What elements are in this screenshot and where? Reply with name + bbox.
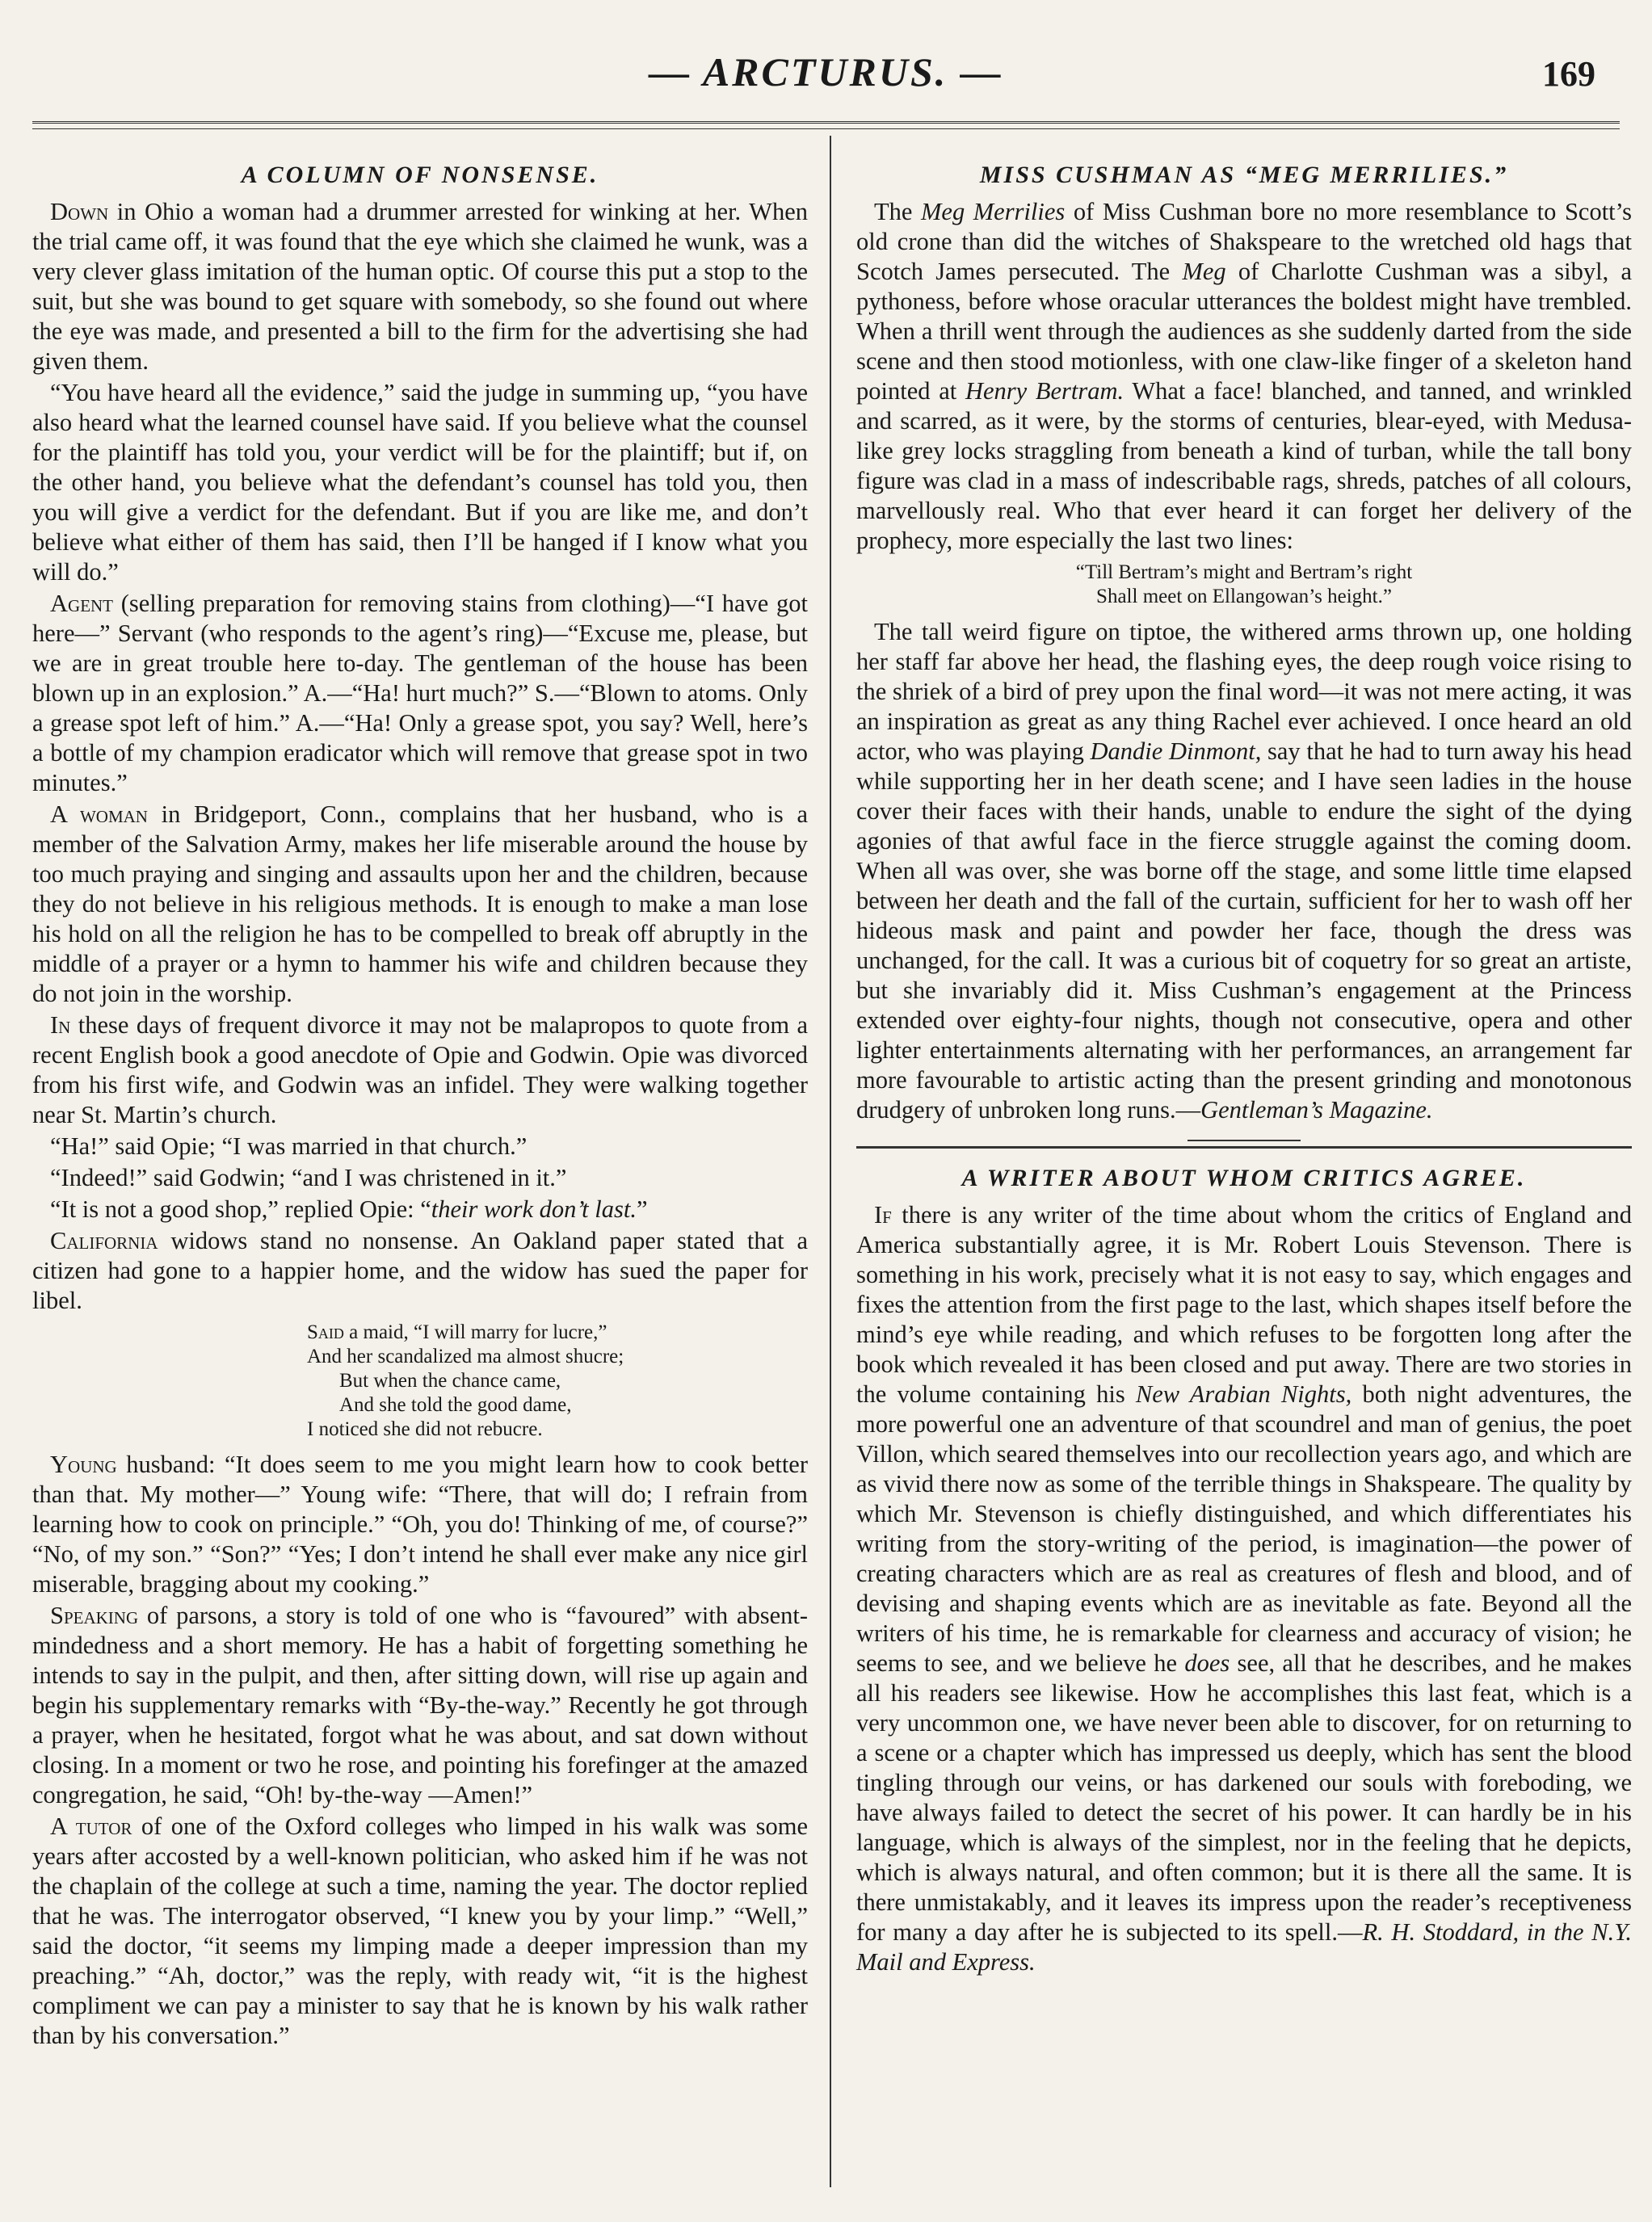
- paragraph-text-end: ”: [636, 1195, 648, 1223]
- italic-text: Henry Bertram.: [965, 377, 1124, 405]
- italic-text: does: [1184, 1649, 1230, 1677]
- paragraph-cushman-2: [856, 617, 1632, 1125]
- paragraph-agent: [32, 589, 808, 798]
- poem-line-text: a maid, “I will marry for lucre,”: [343, 1321, 607, 1343]
- source-attribution: R. H. Stoddard, in the N.Y. Mail and Express.: [856, 1918, 1633, 1976]
- paragraph-text: “Indeed!” said Godwin; “and I was christened in it.”: [50, 1164, 567, 1191]
- paragraph-opie-reply: [32, 1195, 808, 1224]
- poem-line: And she told the good dame,: [339, 1394, 572, 1416]
- paragraph-young-husband: [32, 1450, 808, 1599]
- lead-word: Agent: [50, 590, 114, 617]
- paragraph-parsons: [32, 1601, 808, 1810]
- paragraph-text: there is any writer of the time about whom the critics of England and America substantially agree, it is Mr. Robert Louis Stevenson. There is something in his work, precisely what it is not easy to say, which engages and fixes the attention from the first page to the last, which shapes itself before the mind’s eye while reading, and which refuses to be forgotten long after the book which revealed it has been closed and put away. There are two stories in the volume containing his: [856, 1201, 1632, 1408]
- paragraph-text: of Charlotte Cushman was a sibyl, a pythoness, before whose oracular utterances the boldest might have trembled. When a thrill went through the audiences as she suddenly darted from the side scene and then stood motionless, with one claw-like finger of a skeleton hand pointed at: [856, 258, 1632, 405]
- paragraph-text: “It is not a good shop,” replied Opie: “: [50, 1195, 431, 1223]
- paragraph-godwin-quote: [32, 1163, 808, 1193]
- paragraph-text: What a face! blanched, and tanned, and wrinkled and scarred, as it were, by the storms of centuries, blear-eyed, with Medusa-like grey locks straggling from beneath a kind of turban, while the tall bony figure was clad in a mass of indescribable rags, shreds, patches of all colours, marvellously real. Who that ever heard it can forget her delivery of the prophecy, more especially the last two lines:: [856, 377, 1632, 554]
- paragraph-text: both night adventures, the more powerful one an adventure of that scoundrel and man of genius, the poet Villon, which seared themselves into our recollection years ago, and which are as vivid there now as some of the terrible things in Shakspeare. The quality by which Mr. Stevenson is chiefly distinguished, and which differentiates his writing from the story-writing of the period, is imagination—the power of creating characters which are as real as creatures of flesh and blood, and of devising and shaping events which are as inevitable as fate. Beyond all the writers of his time, he is remarkable for clearness and accuracy of vision; he seems to see, and we believe he: [856, 1380, 1632, 1677]
- italic-text: Dandie Dinmont,: [1090, 737, 1262, 765]
- paragraph-stevenson: [856, 1200, 1632, 1977]
- section-divider: [856, 1146, 1632, 1149]
- page-number: 169: [1542, 54, 1595, 94]
- paragraph-text: “You have heard all the evidence,” said the judge in summing up, “you have also heard what the learned counsel have said. If you believe what the counsel for the plaintiff has told you, your verdict will be for the plaintiff; but if, on the other hand, you believe what the defendant’s counsel has told you, then you will give a verdict for the defendant. But if you are like me, and don’t believe what either of them has said, then I’ll be hanged if I know what you will do.”: [32, 379, 808, 586]
- right-column: [856, 145, 1632, 1979]
- paragraph-text: of Miss Cushman bore no more resemblance to Scott’s old crone than did the witches of Shakspeare to the wretched old hags that Scotch James persecuted. The: [856, 198, 1632, 285]
- italic-text: Meg: [1182, 258, 1226, 285]
- paragraph-text: see, all that he describes, and he makes all his readers see likewise. How he accomplishes this last feat, which is a very uncommon one, we have never been able to discover, for on returning to a scene or a chapter which has impressed us deeply, which has sent the blood tingling through our veins, or has darkened our souls with foreboding, we have always failed to detect the secret of his power. It can hardly be in his language, which is always of the simplest, nor in the feeling that he depicts, which is always natural, and often common; but it is there all the same. It is there unmistakably, and it leaves its impress upon the reader’s receptiveness for many a day after he is subjected to its spell.—: [856, 1649, 1633, 1946]
- lead-word: Young: [50, 1451, 117, 1478]
- italic-text: their work don’t last.: [431, 1195, 637, 1223]
- paragraph-text: widows stand no nonsense. An Oakland paper stated that a citizen had gone to a happier home, and the widow has sued the paper for libel.: [32, 1227, 808, 1314]
- lead-word: In: [50, 1011, 71, 1039]
- paragraph-text: The: [874, 198, 921, 225]
- italic-text: Meg Merrilies: [921, 198, 1066, 225]
- poem-line: [307, 1321, 808, 1345]
- source-attribution: Gentleman’s Magazine.: [1200, 1096, 1433, 1124]
- paragraph-text: The tall weird figure on tiptoe, the withered arms thrown up, one holding her staff far above her head, the flashing eyes, the deep rough voice rising to the shriek of a bird of prey upon the final word—it was not mere acting, it was an inspiration as great as any thing Rachel ever achieved. I once heard an old actor, who was playing: [856, 618, 1632, 765]
- lead-word: Speaking: [50, 1602, 139, 1629]
- limerick: [307, 1321, 808, 1442]
- lead-word: Down: [50, 198, 109, 225]
- paragraph-text: say that he had to turn away his head while supporting her in her death scene; and I have seen ladies in the house cover their faces with their hands, unable to endure the sight of the dying agonies of that awful face in the fierce struggle against the coming doom. When all was over, she was borne off the stage, and some little time elapsed between her death and the fall of the curtain, sufficient for her to wash off her hideous mask and paint and powder her face, though the dress was unchanged, for the call. It was a curious bit of coquetry for so great an artiste, but she invariably did it. Miss Cushman’s engagement at the Princess extended over eighty-four nights, though not consecutive, opera and other lighter entertainments alternating with her performances, an arrangement far more favourable to artistic acting than the present grinding and monotonous drudgery of unbroken long runs.—: [856, 737, 1632, 1124]
- lead-word: California: [50, 1227, 158, 1254]
- poem-line: And her scandalized ma almost shucre;: [307, 1346, 624, 1367]
- lead-word: A tutor: [50, 1812, 132, 1840]
- lead-word: If: [874, 1201, 892, 1229]
- section-title-nonsense: A COLUMN OF NONSENSE.: [241, 162, 599, 188]
- prophecy-couplet: [856, 561, 1632, 609]
- paragraph-text: these days of frequent divorce it may not be malapropos to quote from a recent English book a good anecdote of Opie and Godwin. Opie was divorced from his first wife, and Godwin was an infidel. They were walking together near St. Martin’s church.: [32, 1011, 808, 1128]
- paragraph-tutor: [32, 1812, 808, 2051]
- section-title-stevenson: A WRITER ABOUT WHOM CRITICS AGREE.: [961, 1165, 1527, 1191]
- poem-line: But when the chance came,: [339, 1370, 561, 1392]
- paragraph-text: in Ohio a woman had a drummer arrested for winking at her. When the trial came off, it was found that the eye which she claimed he wunk, was a very clever glass imitation of the human optic. Of course this put a stop to the suit, but she was bound to get square with somebody, so she found out where the eye was made, and presented a bill to the firm for the advertising she had given them.: [32, 198, 808, 375]
- paragraph-text: of one of the Oxford colleges who limped in his walk was some years after accosted by a well-known politician, who asked him if he was not the chaplain of the college at such a time, naming the year. The doctor replied that he was. The interrogator observed, “I knew you by your limp.” “Well,” said the doctor, “it seems my limping made a deeper impression than my preaching.” “Ah, doctor,” was the reply, with ready wit, “it is the highest compliment we can pay a minister to say that he is known by his walk rather than by his conversation.”: [32, 1812, 808, 2049]
- page-header: [32, 48, 1620, 113]
- paragraph-text: (selling preparation for removing stains from clothing)—“I have got here—” Servant (who responds to the agent’s ring)—“Excuse me, please, but we are in great trouble here to-day. The gentleman of the house has been blown up in an explosion.” A.—“Ha! hurt much?” S.—“Blown to atoms. Only a grease spot left of him.” A.—“Ha! Only a grease spot, you say? Well, here’s a bottle of my champion eradicator which will remove that grease spot in two minutes.”: [32, 590, 808, 796]
- paragraph-opie-godwin: [32, 1010, 808, 1130]
- couplet-line: “Till Bertram’s might and Bertram’s right: [1075, 561, 1413, 583]
- short-divider: [1188, 1140, 1301, 1141]
- paragraph-judge: [32, 378, 808, 587]
- left-column: [32, 145, 808, 2052]
- paragraph-bridgeport: [32, 800, 808, 1009]
- paragraph-ohio: [32, 197, 808, 376]
- poem-line: I noticed she did not rebucre.: [307, 1418, 543, 1440]
- paragraph-text: “Ha!” said Opie; “I was married in that church.”: [50, 1132, 528, 1160]
- paragraph-cushman-1: [856, 197, 1632, 556]
- lead-word: A woman: [50, 800, 148, 828]
- couplet-line: Shall meet on Ellangowan’s height.”: [1096, 586, 1392, 607]
- column-divider: [830, 136, 831, 2187]
- section-title-cushman: MISS CUSHMAN AS “MEG MERRILIES.”: [979, 162, 1509, 188]
- running-title: — ARCTURUS. —: [649, 49, 1003, 95]
- lead-word: Said: [307, 1321, 344, 1343]
- italic-text: New Arabian Nights,: [1135, 1380, 1352, 1408]
- paragraph-opie-quote: [32, 1132, 808, 1161]
- paragraph-text: of parsons, a story is told of one who is “favoured” with absent-mindedness and a short memory. He has a habit of forgetting something he intends to say in the pulpit, and then, after sitting down, will rise up again and begin his supplementary remarks with “By-the-way.” Recently he got through a prayer, when he hesitated, forgot what he was about, and sat down without closing. In a moment or two he rose, and pointing his forefinger at the amazed congregation, he said, “Oh! by-the-way —Amen!”: [32, 1602, 808, 1808]
- paragraph-text: in Bridgeport, Conn., complains that her husband, who is a member of the Salvation Army, makes her life miserable around the house by too much praying and singing and assaults upon her and the children, because they do not believe in his religious methods. It is enough to make a man lose his hold on all the religion he has to be compelled to break off abruptly in the middle of a prayer or a hymn to hammer his wife and children because they do not join in the worship.: [32, 800, 808, 1007]
- header-rule: [32, 121, 1620, 129]
- paragraph-text: husband: “It does seem to me you might learn how to cook better than that. My mother—” Young wife: “There, that will do; I refrain from learning how to cook on principle.” “Oh, you do! Thinking of me, of course?” “No, of my son.” “Son?” “Yes; I don’t intend he shall ever make any nice girl miserable, bragging about my cooking.”: [32, 1451, 808, 1598]
- paragraph-california: [32, 1226, 808, 1316]
